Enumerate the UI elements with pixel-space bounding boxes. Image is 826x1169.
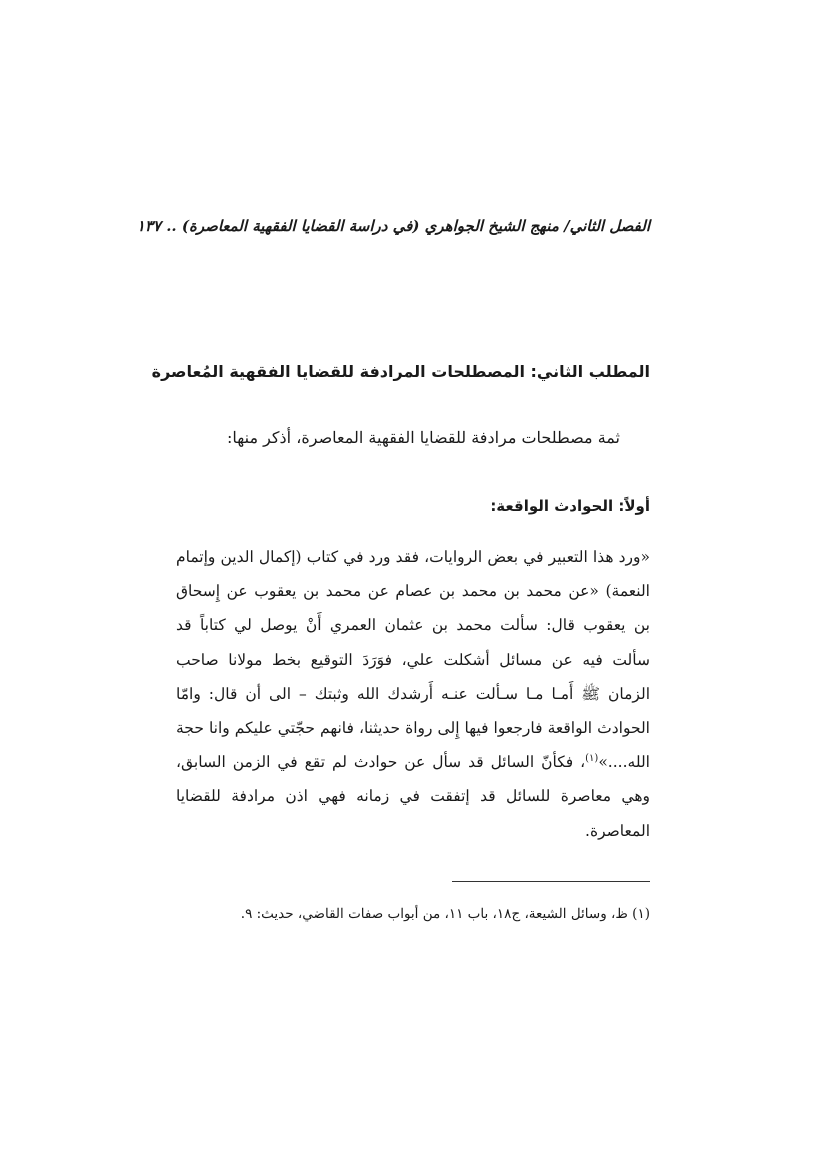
running-header: الفصل الثاني/ منهج الشيخ الجواهري (في دراسة القضايا الفقهية المعاصرة) .. ١٣٧ [136,217,650,235]
footnote-separator [452,881,650,882]
paragraph-text-after-reference: ، فكأنّ السائل قد سأل عن حوادث لم تقع في الزمن السابق، وهي معاصرة للسائل قد إتفقت في زمانه فهي اذن مرادفة للقضايا المعاصرة. [176,753,650,840]
subheading: أولاً: الحوادث الواقعة: [490,497,650,515]
intro-sentence: ثمة مصطلحات مرادفة للقضايا الفقهية المعاصرة، أذكر منها: [226,428,620,447]
footnote: (١) ظ، وسائل الشيعة، ج١٨، باب ١١، من أبواب صفات القاضي، حديث: ٩. [240,906,650,922]
paragraph-text-before-reference: «ورد هذا التعبير في بعض الروايات، فقد ورد في كتاب (إكمال الدين وإتمام النعمة) «عن محمد بن محمد بن عصام عن محمد بن يعقوب عن إِسحاق بن يعقوب قال: سألت محمد بن عثمان العمري أَنْ يوصل لي كتاباً قد سألت فيه عن مسائل أشكلت علي، فوَرَدَ التوقيع بخط مولانا صاحب الزمان ﷺ أَمـا مـا سـألت عنـه أَرشدك الله وثبتك – الى أن قال: وامّا الحوادث الواقعة فارجعوا فيها إِلى رواة حديثنا، فانهم حجّتي عليكم وانا حجة الله....» [176,548,650,772]
footnote-reference-marker: (١) [585,753,599,765]
body-paragraph [176,540,650,848]
section-title: المطلب الثاني: المصطلحات المرادفة للقضايا الفقهية المُعاصرة [151,362,650,381]
